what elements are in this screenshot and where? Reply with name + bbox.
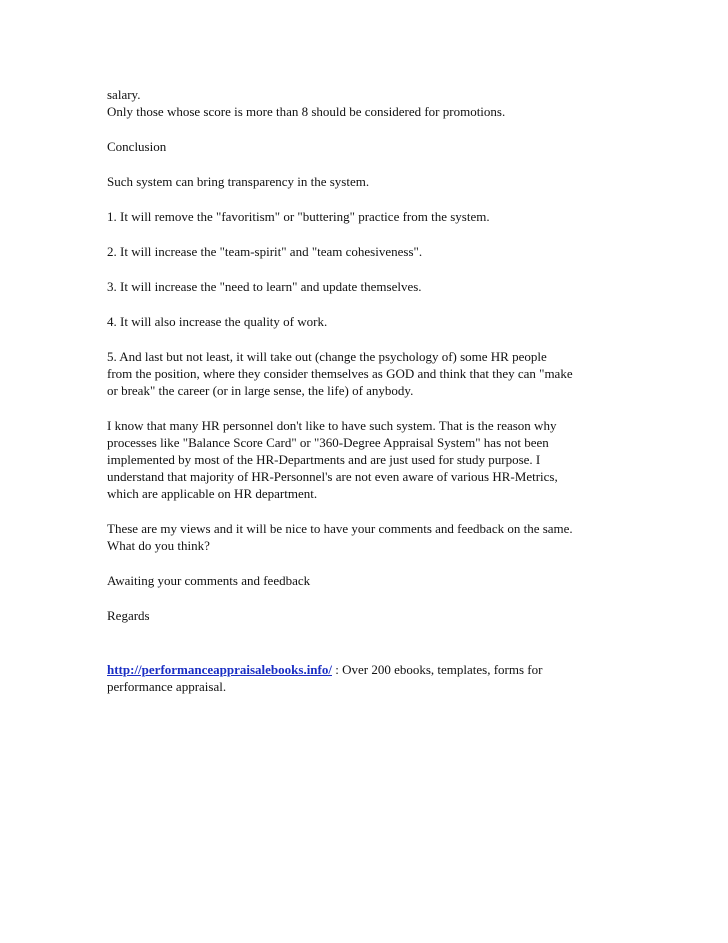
link-line <box>107 661 632 678</box>
text-line: performance appraisal. <box>107 679 227 694</box>
point-1: 1. It will remove the "favoritism" or "buttering" practice from the system. <box>107 209 490 224</box>
section-heading: Conclusion <box>107 139 167 154</box>
regards-paragraph: Regards <box>107 608 150 623</box>
text-line: What do you think? <box>107 538 210 553</box>
ebooks-link[interactable]: http://performanceappraisalebooks.info/ <box>107 662 332 677</box>
text-line: implemented by most of the HR-Departments and are just used for study purpose. I <box>107 452 541 467</box>
text-line: understand that majority of HR-Personnel's are not even aware of various HR-Metrics, <box>107 469 558 484</box>
text-line: salary. <box>107 87 141 102</box>
lead-paragraph: Such system can bring transparency in the system. <box>107 174 370 189</box>
text-line: which are applicable on HR department. <box>107 486 318 501</box>
point-3: 3. It will increase the "need to learn" and update themselves. <box>107 279 422 294</box>
intro-paragraph <box>107 86 632 120</box>
text-line: processes like "Balance Score Card" or "360-Degree Appraisal System" has not been <box>107 435 549 450</box>
point-5 <box>107 348 632 399</box>
text-line: These are my views and it will be nice to have your comments and feedback on the same. <box>107 521 573 536</box>
document-body <box>107 86 632 713</box>
text-line: Only those whose score is more than 8 should be considered for promotions. <box>107 104 506 119</box>
text-line: I know that many HR personnel don't like to have such system. That is the reason why <box>107 418 557 433</box>
awaiting-paragraph: Awaiting your comments and feedback <box>107 573 311 588</box>
text-line: or break" the career (or in large sense, the life) of anybody. <box>107 383 414 398</box>
text-line: 5. And last but not least, it will take out (change the psychology of) some HR people <box>107 349 547 364</box>
text-line: from the position, where they consider themselves as GOD and think that they can "make <box>107 366 573 381</box>
views-paragraph <box>107 520 632 554</box>
point-4: 4. It will also increase the quality of work. <box>107 314 328 329</box>
link-description: : Over 200 ebooks, templates, forms for <box>331 662 543 677</box>
point-2: 2. It will increase the "team-spirit" and "team cohesiveness". <box>107 244 423 259</box>
link-paragraph <box>107 661 632 695</box>
hr-paragraph <box>107 417 632 502</box>
